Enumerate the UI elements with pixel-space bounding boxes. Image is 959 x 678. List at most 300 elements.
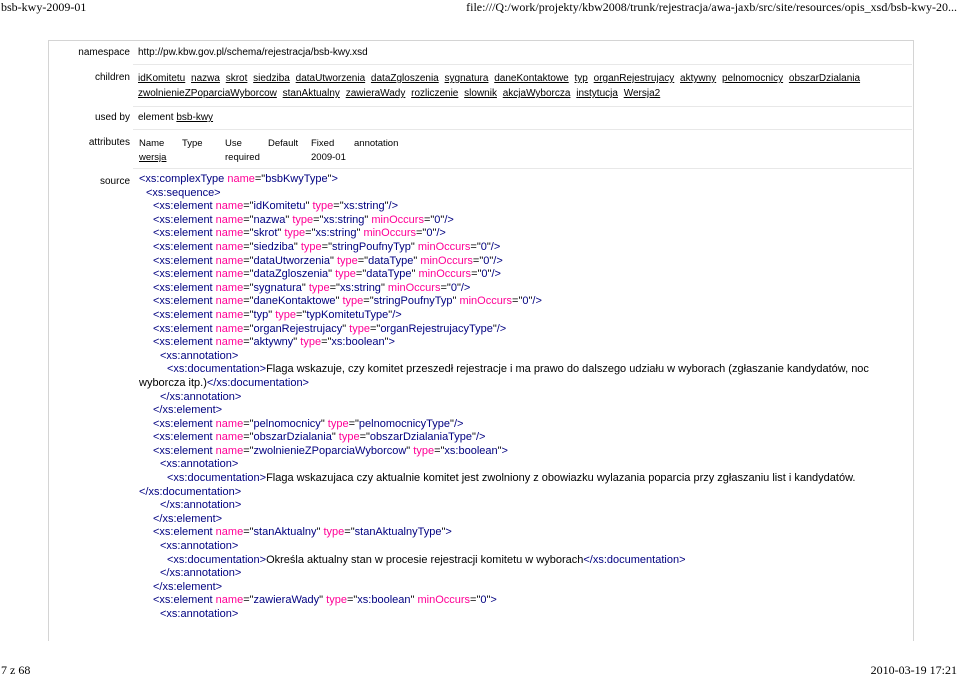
source-token: </xs:annotation> <box>160 499 242 512</box>
source-token: stringPoufnyTyp <box>332 240 411 253</box>
source-token: stringPoufnyTyp <box>373 295 453 308</box>
source-line <box>139 391 899 405</box>
source-token: /> <box>493 254 503 267</box>
source-token: <xs:sequence> <box>146 186 221 199</box>
source-token: =" <box>470 594 481 607</box>
used-by-label: used by <box>94 112 130 123</box>
source-token: name <box>215 594 244 607</box>
source-token: aktywny <box>253 336 294 349</box>
source-token: minOccurs <box>387 281 441 294</box>
source-token: 0 <box>483 254 490 267</box>
source-token: =" <box>440 281 451 294</box>
source-token: " <box>335 295 343 308</box>
child-link[interactable]: zwolnienieZPoparciaWyborcow <box>138 88 277 99</box>
source-token: name <box>215 213 244 226</box>
source-token: type <box>275 308 296 321</box>
source-token: =" <box>357 254 369 267</box>
source-token: 0 <box>480 594 487 607</box>
source-token: </xs:documentation> <box>206 376 309 389</box>
source-token: name <box>215 200 244 213</box>
source-line <box>139 554 899 568</box>
source-token: " <box>316 526 324 539</box>
source-token: =" <box>243 200 254 213</box>
child-link[interactable]: pelnomocnicy <box>721 73 784 84</box>
source-token: pelnomocnicyType <box>358 417 451 430</box>
source-token: name <box>227 173 255 185</box>
source-token: " <box>342 322 350 335</box>
source-line <box>139 567 899 581</box>
source-token: </xs:element> <box>153 580 223 593</box>
attr-row-fixed: 2009-01 <box>311 152 346 163</box>
attr-header-type: Type <box>182 138 203 149</box>
source-token: =" <box>321 336 332 349</box>
source-line <box>139 241 899 255</box>
source-token: =" <box>243 526 254 539</box>
source-token: dataUtworzenia <box>253 254 330 267</box>
source-token: " <box>331 431 339 444</box>
source-token: /> <box>453 417 464 430</box>
source-token: type <box>338 431 360 444</box>
source-token: typKomitetuType <box>306 308 389 321</box>
source-token: /> <box>491 268 501 281</box>
source-token: <xs:element <box>153 322 216 335</box>
source-token: name <box>215 281 244 294</box>
source-token: organRejestrujacyType <box>380 322 493 335</box>
print-header <box>0 0 959 14</box>
source-line <box>139 581 899 595</box>
source-token: Flaga wskazuje, czy komitet przeszedł rejestracje i ma prawo do dalszego udziału w wyborach (zgłaszanie kandydatów, noc wyborcza itp.) <box>139 363 869 389</box>
source-token: <xs:element <box>153 417 216 430</box>
source-token: " <box>328 268 336 281</box>
source-token: =" <box>423 213 435 226</box>
source-token: =" <box>359 431 370 444</box>
attr-header-fixed: Fixed <box>311 138 335 149</box>
source-token: <xs:element <box>153 431 216 444</box>
source-token: name <box>215 227 244 240</box>
source-token: idKomitetu <box>253 200 306 213</box>
child-link[interactable]: siedziba <box>253 73 290 84</box>
source-token: =" <box>329 281 340 294</box>
source-token: <xs:element <box>153 268 216 281</box>
source-token: =" <box>243 322 254 335</box>
source-token: =" <box>243 308 254 321</box>
source-token: obszarDzialaniaType <box>369 431 473 444</box>
print-date: 2010-03-19 17:21 <box>870 663 957 677</box>
source-token: =" <box>434 444 445 457</box>
child-link[interactable]: dataZgloszenia <box>370 73 439 84</box>
source-token: <xs:annotation> <box>160 458 239 471</box>
source-token: xs:string <box>315 227 357 240</box>
source-token: " <box>319 594 327 607</box>
source-token: " <box>487 268 492 281</box>
page-number: 7 z 68 <box>1 663 31 677</box>
source-line <box>139 336 899 350</box>
source-line <box>139 608 899 622</box>
source-token: =" <box>472 254 484 267</box>
source-token: 0 <box>434 213 441 226</box>
source-token: /> <box>388 200 398 213</box>
attr-header-default: Default <box>268 138 299 149</box>
child-link[interactable]: zawieraWady <box>345 88 406 99</box>
source-line <box>139 540 899 554</box>
source-token: =" <box>254 173 266 185</box>
source-token: </xs:annotation> <box>160 390 242 403</box>
source-line <box>139 513 899 527</box>
source-token: <xs:documentation> <box>167 553 267 566</box>
source-token: =" <box>313 213 324 226</box>
children-label: children <box>94 72 130 83</box>
source-token: /> <box>496 322 507 335</box>
row-divider <box>133 168 912 169</box>
source-token: type <box>300 336 322 349</box>
child-link[interactable]: daneKontaktowe <box>494 73 569 84</box>
source-token: /> <box>460 281 471 294</box>
attr-header-annotation: annotation <box>354 138 399 149</box>
source-token: " <box>489 254 494 267</box>
source-token: " <box>327 173 332 185</box>
source-token: xs:boolean <box>444 444 498 457</box>
source-token: name <box>215 526 244 539</box>
source-token: > <box>490 594 497 607</box>
source-token: type <box>336 254 358 267</box>
source-token: <xs:element <box>153 444 216 457</box>
source-token: " <box>492 322 497 335</box>
source-token: " <box>528 295 533 308</box>
source-token: 0 <box>426 227 433 240</box>
source-token: minOccurs <box>371 213 424 226</box>
source-token: <xs:element <box>153 308 216 321</box>
source-token: " <box>472 431 476 444</box>
source-token: " <box>388 308 393 321</box>
source-token: name <box>215 240 244 253</box>
source-line <box>139 323 899 337</box>
source-token: /> <box>436 227 446 240</box>
source-token: " <box>293 240 301 253</box>
source-line <box>139 404 899 418</box>
source-token: Flaga wskazujaca czy aktualnie komitet jest zwolniony z obowiazku wylazania poparcia przy zgłaszaniu list i kandydatów. <box>266 472 856 485</box>
source-token: <xs:element <box>153 227 216 240</box>
child-link[interactable]: stanAktualny <box>282 88 340 99</box>
source-line <box>139 187 899 201</box>
child-link[interactable]: organRejestrujacy <box>593 73 675 84</box>
source-token: =" <box>355 268 367 281</box>
source-line <box>139 350 899 364</box>
source-token: type <box>327 417 349 430</box>
source-token: minOccurs <box>420 254 473 267</box>
source-line <box>139 499 899 513</box>
row-divider <box>133 64 912 65</box>
source-token: =" <box>243 281 254 294</box>
source-token: " <box>277 227 285 240</box>
source-token: /> <box>392 308 402 321</box>
source-line <box>139 255 899 269</box>
source-token: =" <box>333 200 344 213</box>
source-token: " <box>384 200 389 213</box>
source-token: sygnatura <box>253 281 302 294</box>
attr-header-use: Use <box>225 138 242 149</box>
source-token: =" <box>416 227 427 240</box>
source-token: " <box>329 254 337 267</box>
source-line <box>139 431 899 445</box>
source-token: /> <box>444 213 454 226</box>
source-token: typ <box>253 308 269 321</box>
child-link[interactable]: akcjaWyborcza <box>502 88 571 99</box>
source-token: =" <box>243 444 254 457</box>
source-token: <xs:element <box>153 336 216 349</box>
attributes-label: attributes <box>88 137 130 148</box>
used-by-link[interactable]: bsb-kwy <box>176 112 214 123</box>
used-by-prefix: element <box>138 112 174 123</box>
source-line <box>139 200 899 214</box>
source-token: " <box>411 268 419 281</box>
source-token: " <box>305 200 313 213</box>
source-token: type <box>312 200 334 213</box>
source-token: name <box>215 268 244 281</box>
source-token: daneKontaktowe <box>253 295 336 308</box>
source-line <box>139 282 899 296</box>
namespace-label: namespace <box>78 47 130 58</box>
source-token: type <box>323 526 345 539</box>
row-divider <box>133 129 912 130</box>
source-token: =" <box>471 268 482 281</box>
child-link[interactable]: skrot <box>225 73 248 84</box>
header-url: file:///Q:/work/projekty/kbw2008/trunk/rejestracja/awa-jaxb/src/site/resources/opis_xsd/bsb-kwy-20... <box>466 0 957 14</box>
source-token: type <box>292 213 314 226</box>
source-line <box>139 445 899 459</box>
source-token: <xs:element <box>153 200 216 213</box>
source-token: > <box>445 526 452 539</box>
print-footer <box>0 663 959 677</box>
source-token: =" <box>369 322 381 335</box>
child-link[interactable]: obszarDzialania <box>788 73 861 84</box>
source-token: " <box>440 213 445 226</box>
source-line <box>139 418 899 432</box>
source-token: skrot <box>253 227 278 240</box>
source-token: =" <box>512 295 523 308</box>
source-token: zwolnienieZPoparciaWyborcow <box>253 444 407 457</box>
source-token: type <box>342 295 364 308</box>
source-token: name <box>215 254 244 267</box>
source-token: <xs:complexType <box>139 173 228 185</box>
source-token: " <box>364 213 372 226</box>
source-token: <xs:documentation> <box>167 363 267 376</box>
source-token: </xs:element> <box>153 512 223 525</box>
source-token: =" <box>344 526 355 539</box>
source-token: " <box>406 444 414 457</box>
source-token: </xs:element> <box>153 404 223 417</box>
source-token: " <box>413 254 421 267</box>
source-token: minOccurs <box>459 295 513 308</box>
source-token: <xs:element <box>153 295 216 308</box>
source-token: " <box>285 213 293 226</box>
source-token: type <box>308 281 330 294</box>
source-token: <xs:element <box>153 594 216 607</box>
source-line <box>139 295 899 309</box>
source-token: " <box>450 417 454 430</box>
source-token: 0 <box>522 295 529 308</box>
child-link[interactable]: nazwa <box>191 73 220 84</box>
source-token: =" <box>321 240 333 253</box>
source-token: name <box>215 444 244 457</box>
source-token: pelnomocnicy <box>253 417 321 430</box>
source-token: type <box>413 444 435 457</box>
source-token: name <box>215 308 244 321</box>
source-token: <xs:element <box>153 213 216 226</box>
child-link[interactable]: rozliczenie <box>411 88 459 99</box>
source-token: =" <box>243 254 254 267</box>
source-token: " <box>410 594 418 607</box>
source-token: obszarDzialania <box>253 431 332 444</box>
source-token: bsbKwyType <box>265 173 328 185</box>
source-token: =" <box>243 268 254 281</box>
source-token: name <box>215 322 244 335</box>
attr-row-name[interactable]: wersja <box>139 152 167 163</box>
source-token: " <box>268 308 276 321</box>
source-token: =" <box>243 213 254 226</box>
source-token: =" <box>363 295 374 308</box>
source-token: " <box>432 227 437 240</box>
source-token: dataType <box>366 268 412 281</box>
source-token: <xs:annotation> <box>160 608 239 620</box>
source-label: source <box>99 176 130 187</box>
source-token: </xs:documentation> <box>139 485 242 498</box>
source-token: =" <box>243 240 254 253</box>
source-token: minOccurs <box>418 268 472 281</box>
source-token: =" <box>243 417 254 430</box>
source-token: " <box>497 444 502 457</box>
source-token: " <box>384 336 389 349</box>
child-link[interactable]: instytucja <box>576 88 618 99</box>
source-token: <xs:documentation> <box>167 472 267 485</box>
source-token: =" <box>296 308 307 321</box>
source-token: " <box>301 281 309 294</box>
source-token: zawieraWady <box>253 594 320 607</box>
source-token: type <box>284 227 306 240</box>
source-token: =" <box>348 417 359 430</box>
source-token: type <box>335 268 356 281</box>
source-token: dataZgloszenia <box>253 268 329 281</box>
source-line <box>139 173 899 187</box>
source-token: name <box>215 295 244 308</box>
source-token: " <box>410 240 418 253</box>
source-token: type <box>300 240 322 253</box>
children-links <box>138 71 898 101</box>
source-token: =" <box>243 336 254 349</box>
source-token: " <box>486 594 491 607</box>
source-token: type <box>349 322 370 335</box>
xml-source-code <box>139 173 899 622</box>
source-token: xs:string <box>339 281 381 294</box>
source-line <box>139 526 899 540</box>
source-token: /> <box>532 295 542 308</box>
source-token: " <box>320 417 328 430</box>
source-line <box>139 594 899 608</box>
source-token: " <box>441 526 446 539</box>
header-title: bsb-kwy-2009-01 <box>1 0 87 14</box>
source-token: =" <box>243 594 254 607</box>
source-line <box>139 268 899 282</box>
source-token: nazwa <box>253 213 286 226</box>
source-token: name <box>215 417 244 430</box>
source-token: minOccurs <box>417 594 471 607</box>
source-token: </xs:annotation> <box>160 567 242 580</box>
source-token: <xs:annotation> <box>160 349 239 362</box>
attr-header-name: Name <box>139 138 165 149</box>
source-token: name <box>215 336 244 349</box>
source-token: 0 <box>480 240 487 253</box>
source-token: stanAktualnyType <box>354 526 442 539</box>
source-token: siedziba <box>253 240 294 253</box>
child-link[interactable]: typ <box>574 73 588 84</box>
source-token: " <box>486 240 491 253</box>
source-token: type <box>326 594 347 607</box>
source-token: 0 <box>450 281 457 294</box>
source-token: " <box>456 281 461 294</box>
source-token: " <box>380 281 388 294</box>
used-by-value <box>138 112 213 123</box>
child-link[interactable]: aktywny <box>680 73 717 84</box>
row-divider <box>133 106 912 107</box>
source-line <box>139 309 899 323</box>
source-token: </xs:documentation> <box>583 553 686 566</box>
source-token: =" <box>243 431 254 444</box>
source-token: =" <box>470 240 481 253</box>
child-link[interactable]: sygnatura <box>444 73 489 84</box>
source-token: /> <box>475 431 486 444</box>
source-token: " <box>293 336 301 349</box>
source-token: 0 <box>481 268 488 281</box>
source-line <box>139 214 899 228</box>
source-line <box>139 227 899 241</box>
source-line <box>139 458 899 472</box>
source-token: " <box>356 227 364 240</box>
child-link[interactable]: dataUtworzenia <box>295 73 366 84</box>
source-token: =" <box>305 227 316 240</box>
source-token: =" <box>243 295 254 308</box>
attr-row-use: required <box>225 152 260 163</box>
source-token: dataType <box>368 254 414 267</box>
source-token: <xs:element <box>153 254 216 267</box>
source-line <box>139 363 899 390</box>
source-token: xs:string <box>343 200 385 213</box>
source-token: xs:string <box>323 213 365 226</box>
source-token: =" <box>243 227 254 240</box>
source-token: " <box>452 295 460 308</box>
source-token: <xs:element <box>153 240 216 253</box>
source-token: > <box>331 173 338 185</box>
source-token: > <box>501 444 508 457</box>
source-token: name <box>215 431 244 444</box>
source-token: xs:boolean <box>357 594 411 607</box>
source-token: <xs:element <box>153 281 216 294</box>
source-token: minOccurs <box>417 240 471 253</box>
source-token: stanAktualny <box>253 526 317 539</box>
source-token: /> <box>490 240 501 253</box>
source-line <box>139 472 899 499</box>
source-token: =" <box>346 594 358 607</box>
namespace-value: http://pw.kbw.gov.pl/schema/rejestracja/bsb-kwy.xsd <box>138 47 368 58</box>
child-link[interactable]: idKomitetu <box>138 73 186 84</box>
source-token: xs:boolean <box>331 336 385 349</box>
source-token: Określa aktualny stan w procesie rejestracji komitetu w wyborach <box>266 553 584 566</box>
source-token: organRejestrujacy <box>253 322 343 335</box>
source-token: minOccurs <box>363 227 416 240</box>
source-token: > <box>388 336 395 349</box>
child-link[interactable]: slownik <box>464 88 497 99</box>
source-token: <xs:annotation> <box>160 540 239 553</box>
child-link[interactable]: Wersja2 <box>623 88 661 99</box>
source-token: <xs:element <box>153 526 216 539</box>
